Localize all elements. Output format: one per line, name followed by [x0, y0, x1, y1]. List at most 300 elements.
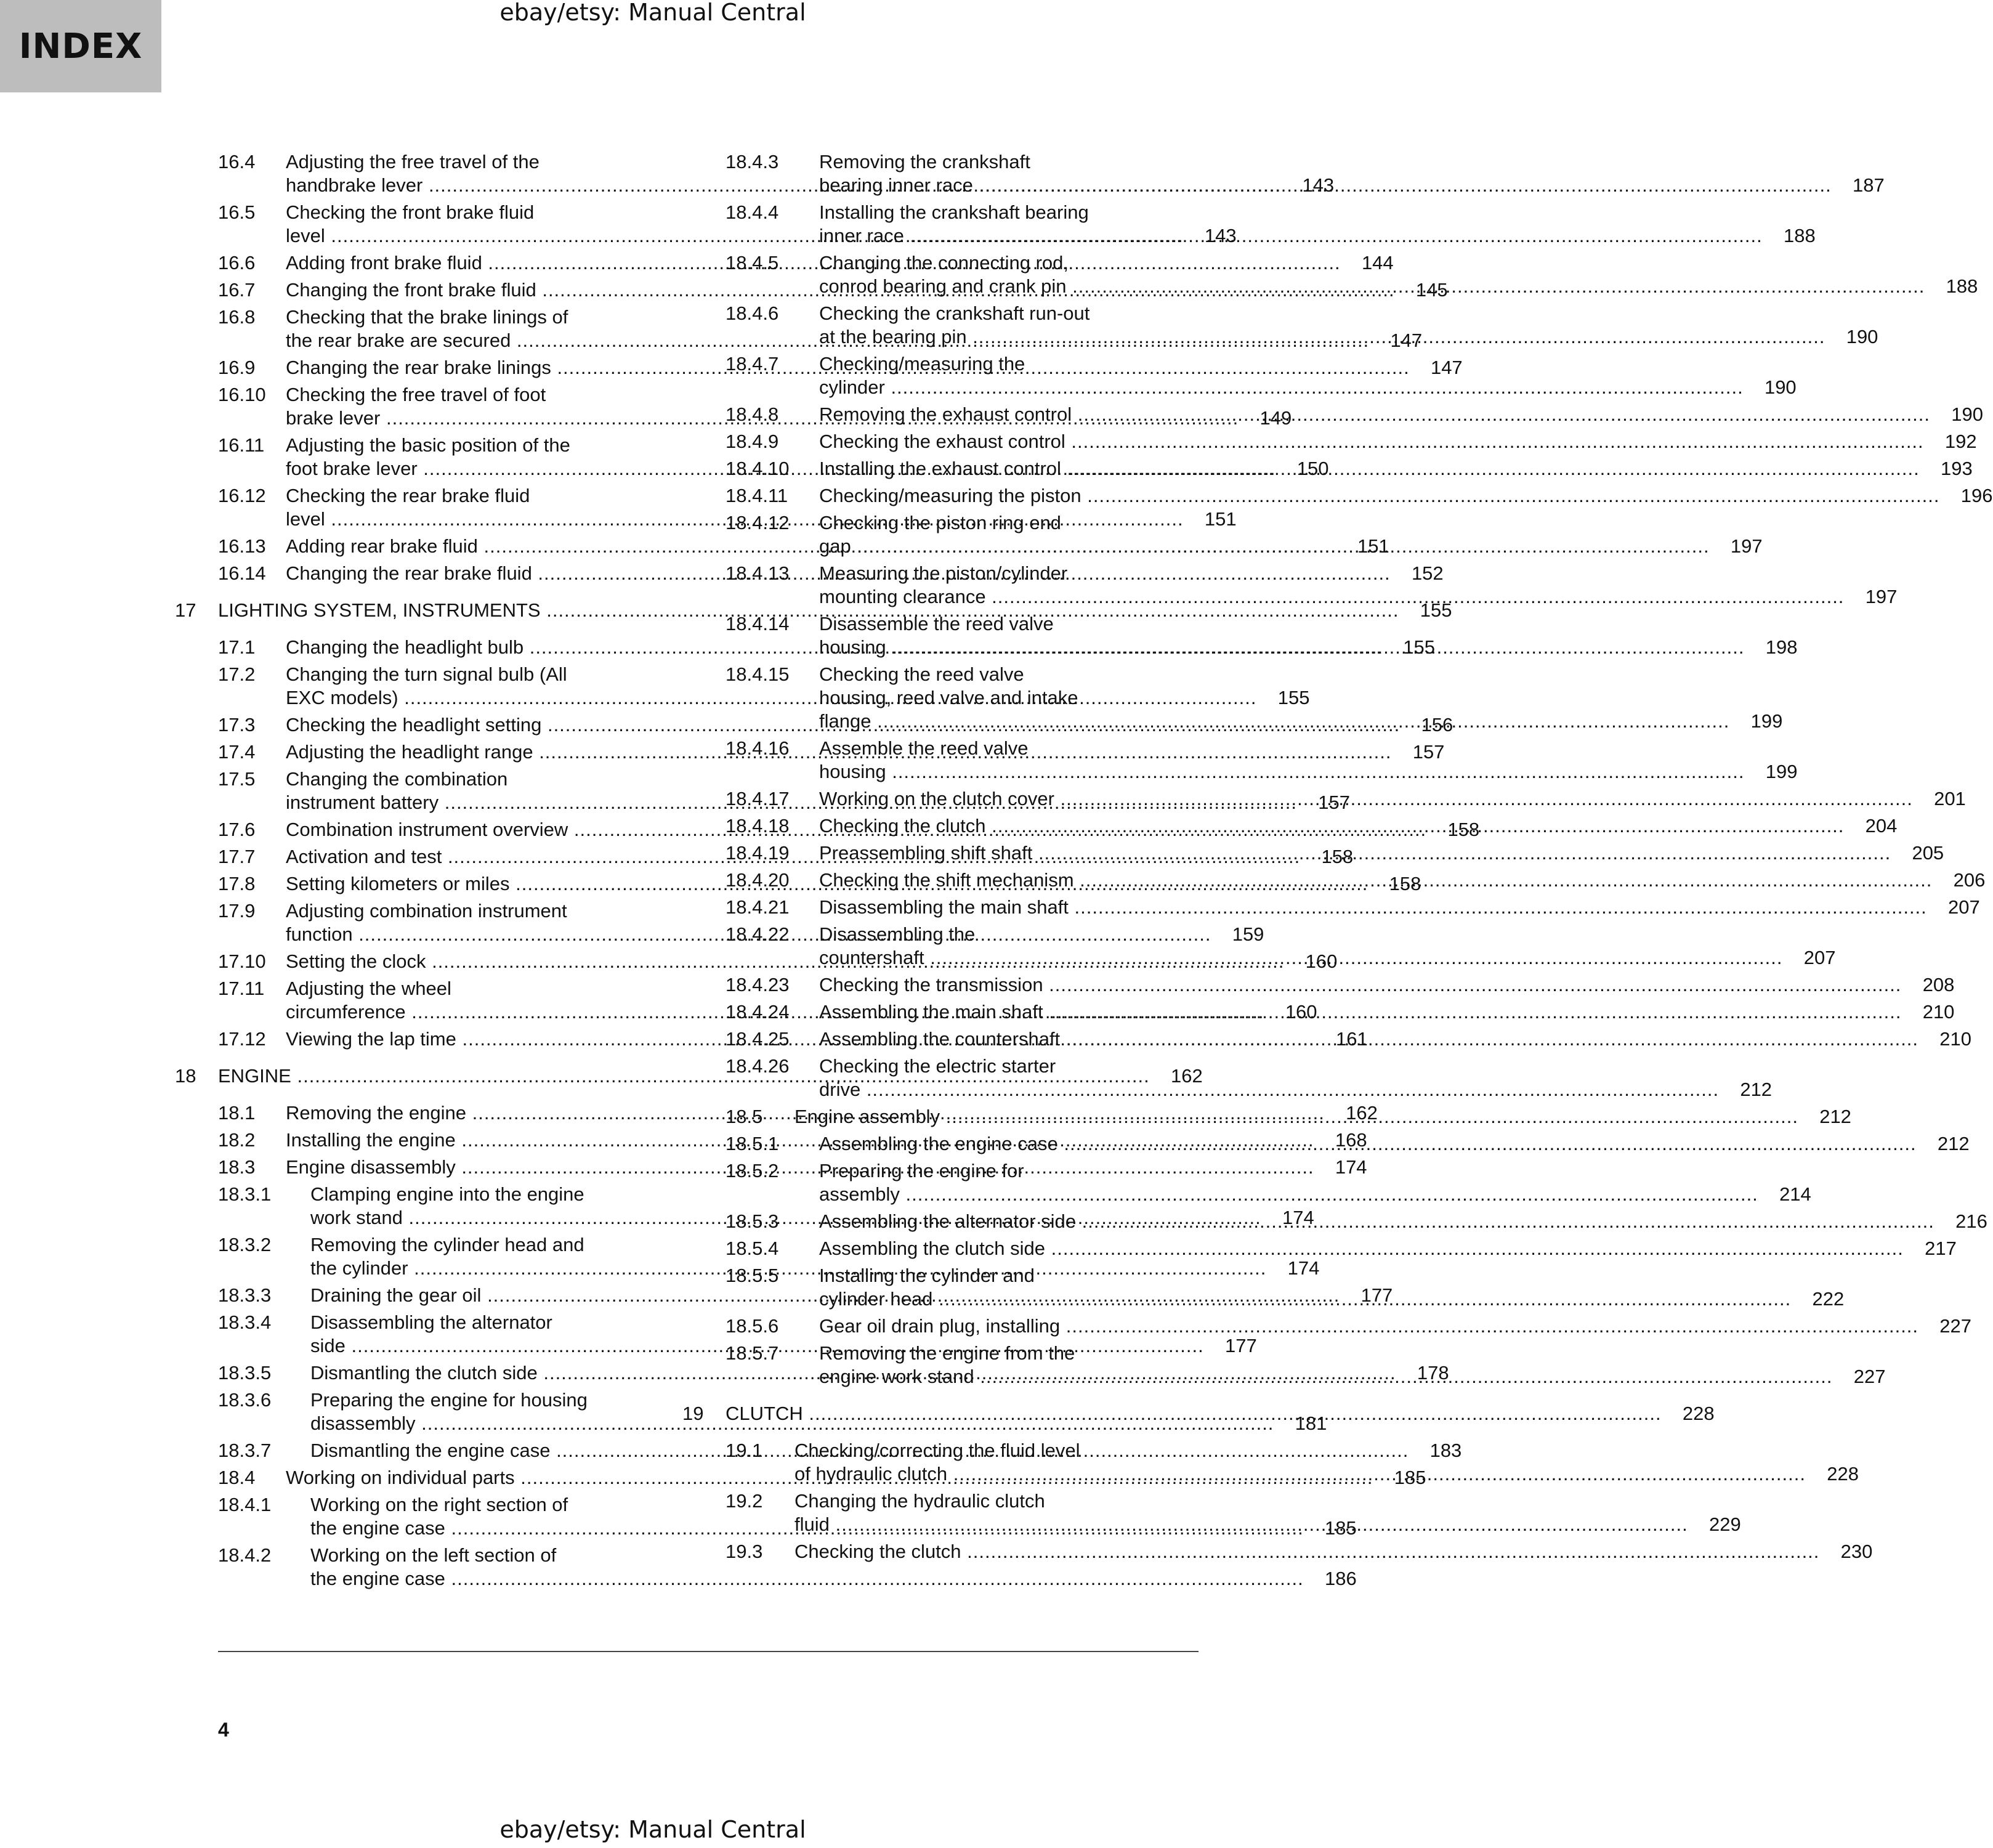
bottom-watermark: ebay/etsy: Manual Central: [499, 1816, 806, 1843]
toc-section-number: 18: [175, 1065, 196, 1087]
toc-page-number: 212: [1725, 1078, 1772, 1101]
toc-section-number: 18.3.4: [218, 1311, 272, 1333]
toc-section-number: 17.8: [218, 873, 256, 894]
toc-section-title: [819, 923, 1835, 970]
toc-section-number: 18.4.23: [726, 974, 790, 995]
toc-title-line: level .....: [286, 508, 1184, 531]
toc-page-number: 197: [1850, 585, 1897, 609]
toc-section-title: [819, 484, 1993, 508]
toc-title-line: Assembling the countershaft .....: [819, 1027, 1918, 1051]
toc-page-number: 196: [1946, 484, 1993, 508]
toc-title-line: the rear brake are secured .....: [286, 329, 1369, 352]
toc-title-line: housing, reed valve and intake: [819, 687, 1078, 708]
toc-section-number: 18.5.2: [726, 1160, 779, 1181]
toc-title-line: Assembling the engine case .....: [819, 1132, 1917, 1156]
toc-section-number: 17.9: [218, 900, 256, 922]
toc-page-number: 190: [1750, 376, 1797, 399]
toc-title-line: Assembling the clutch side .....: [819, 1237, 1904, 1260]
toc-title-line: Working on individual parts .....: [286, 1466, 1373, 1489]
toc-title-line: circumference .....: [286, 1000, 1264, 1024]
toc-page-number: 143: [1190, 224, 1237, 248]
toc-page-number: 160: [1290, 950, 1337, 973]
toc-page-number: 156: [1406, 713, 1453, 737]
toc-page-number: 151: [1190, 508, 1237, 531]
toc-page-number: 174: [1320, 1156, 1367, 1179]
toc-page-number: 186: [1310, 1567, 1357, 1591]
toc-section-title: [819, 1210, 1987, 1233]
toc-section-number: 17.12: [218, 1028, 266, 1050]
toc-page-number: 147: [1416, 356, 1463, 379]
toc-title-line: drive .....: [819, 1078, 1719, 1101]
toc-section-number: 16.7: [218, 279, 256, 301]
toc-title-line: level .....: [286, 224, 1184, 248]
toc-entry[interactable]: [726, 896, 1980, 919]
toc-section-number: 18.3.7: [218, 1440, 272, 1461]
toc-page-number: 190: [1831, 325, 1878, 349]
toc-title-line: of hydraulic clutch .....: [794, 1462, 1806, 1486]
toc-page-number: 183: [1415, 1439, 1461, 1462]
toc-title-line: Checking the rear brake fluid: [286, 485, 530, 506]
toc-page-number: 193: [1926, 457, 1973, 480]
toc-title-line: Adding rear brake fluid .....: [286, 535, 1336, 558]
toc-section-number: 17.3: [218, 714, 256, 736]
toc-section-number: 18.4.22: [726, 923, 790, 945]
toc-section-number: 16.12: [218, 485, 266, 506]
toc-section-number: 18.5.5: [726, 1265, 779, 1286]
toc-title-line: Preassembling shift shaft .....: [819, 841, 1891, 865]
toc-page-number: 207: [1789, 946, 1835, 970]
toc-section-number: 18.4.16: [726, 737, 790, 759]
toc-title-line: Dismantling the engine case .....: [310, 1439, 1409, 1462]
toc-title-line: EXC models) .....: [286, 686, 1256, 710]
toc-title-line: the engine case .....: [310, 1517, 1304, 1540]
toc-page-number: 217: [1910, 1237, 1957, 1260]
toc-section-number: 17.10: [218, 950, 266, 972]
toc-page-number: 158: [1306, 845, 1353, 869]
toc-page-number: 150: [1282, 457, 1329, 480]
toc-title-line: Installing the crankshaft bearing: [819, 201, 1089, 223]
toc-page-number: 197: [1716, 535, 1763, 558]
toc-title-line: Disassembling the alternator: [310, 1311, 552, 1333]
toc-section-number: 18.4: [218, 1467, 256, 1488]
toc-section-title: [819, 511, 1763, 558]
toc-section-title: [819, 896, 1980, 919]
toc-title-line: conrod bearing and crank pin .....: [819, 275, 1925, 298]
toc-title-line: Checking the headlight setting .....: [286, 713, 1400, 737]
toc-page-number: 144: [1347, 251, 1394, 275]
toc-title-line: the engine case .....: [310, 1567, 1304, 1591]
toc-section-title: [794, 1439, 1859, 1486]
toc-page-number: 201: [1919, 787, 1966, 811]
toc-section-title: [819, 201, 1816, 248]
toc-title-line: Checking the clutch .....: [794, 1540, 1819, 1563]
toc-section-title: [819, 352, 1797, 399]
toc-title-line: Removing the engine from the: [819, 1342, 1075, 1364]
toc-section-title: [819, 869, 1985, 892]
toc-title-line: housing .....: [819, 760, 1744, 784]
toc-page-number: 155: [1263, 686, 1309, 710]
toc-section-title: [819, 737, 1797, 784]
toc-section-title: [819, 663, 1782, 733]
toc-title-line: Checking the transmission .....: [819, 973, 1901, 997]
toc-title-line: Changing the rear brake fluid .....: [286, 562, 1391, 585]
toc-section-number: 18.5.6: [726, 1315, 779, 1337]
toc-title-line: cylinder head .....: [819, 1287, 1791, 1311]
toc-section-title: [819, 814, 1897, 838]
toc-title-line: handbrake lever .....: [286, 174, 1281, 197]
toc-section-number: 16.11: [218, 434, 265, 456]
toc-section-number: 18.4.17: [726, 788, 790, 809]
toc-section-title: [819, 1027, 1971, 1051]
toc-section-number: 18.1: [218, 1102, 256, 1124]
toc-entry[interactable]: [726, 1055, 1773, 1101]
toc-section-number: 17.6: [218, 819, 256, 840]
toc-title-line: Adjusting the free travel of the: [286, 151, 540, 172]
toc-title-line: Checking/correcting the fluid level: [794, 1440, 1080, 1461]
toc-title-line: disassembly .....: [310, 1412, 1274, 1435]
toc-title-line: Checking the free travel of foot: [286, 384, 546, 405]
toc-title-line: Assembling the main shaft .....: [819, 1000, 1901, 1024]
toc-section-title: [819, 612, 1797, 659]
toc-section-title: [794, 1105, 1851, 1129]
toc-page-number: 161: [1321, 1027, 1368, 1051]
toc-page-number: 178: [1402, 1361, 1449, 1385]
toc-section-number: 18.4.2: [218, 1544, 272, 1566]
toc-title-line: work stand .....: [310, 1206, 1261, 1230]
toc-title-line: Assemble the reed valve: [819, 737, 1029, 759]
toc-title-line: fluid .....: [794, 1513, 1688, 1536]
toc-page-number: 192: [1930, 430, 1977, 453]
toc-page-number: 227: [1925, 1315, 1971, 1338]
toc-section-number: 18.3.2: [218, 1234, 272, 1255]
toc-title-line: Checking the piston ring end: [819, 512, 1061, 533]
toc-title-line: Removing the crankshaft: [819, 151, 1030, 172]
toc-section-number: 18.4.3: [726, 151, 779, 172]
toc-entry[interactable]: [726, 973, 1955, 997]
toc-page-number: 162: [1331, 1101, 1378, 1125]
toc-title-line: Adjusting combination instrument: [286, 900, 567, 922]
toc-page-number: 157: [1303, 791, 1350, 814]
toc-title-line: instrument battery .....: [286, 791, 1297, 814]
toc-title-line: Adjusting the wheel: [286, 978, 451, 999]
toc-section-number: 16.10: [218, 384, 266, 405]
toc-page-number: 199: [1750, 760, 1797, 784]
toc-title-line: Installing the cylinder and: [819, 1265, 1035, 1286]
toc-section-title: [819, 403, 1983, 426]
toc-title-line: flange .....: [819, 710, 1729, 733]
toc-section-number: 18.5.7: [726, 1342, 779, 1364]
toc-title-line: Removing the cylinder head and: [310, 1234, 584, 1255]
toc-title-line: Installing the exhaust control .....: [819, 457, 1920, 480]
toc-page-number: 188: [1769, 224, 1816, 248]
toc-title-line: housing .....: [819, 636, 1744, 659]
toc-page-number: 208: [1907, 973, 1954, 997]
toc-section-title: [819, 1132, 1970, 1156]
toc-title-line: at the bearing pin .....: [819, 325, 1825, 349]
toc-title-line: Checking/measuring the: [819, 353, 1025, 375]
toc-title-line: cylinder .....: [819, 376, 1744, 399]
toc-section-number: 19.3: [726, 1541, 763, 1562]
toc-page-number: 187: [1838, 174, 1885, 197]
toc-page-number: 227: [1838, 1365, 1885, 1388]
toc-title-line: Engine disassembly .....: [286, 1156, 1314, 1179]
toc-chapter-entry[interactable]: [175, 599, 1452, 622]
toc-section-number: 16.5: [218, 201, 256, 223]
toc-title-line: Checking that the brake linings of: [286, 306, 568, 328]
toc-title-line: Changing the combination: [286, 768, 508, 790]
toc-page-number: 228: [1668, 1402, 1715, 1425]
toc-page-number: 190: [1936, 403, 1983, 426]
toc-title-line: Adding front brake fluid .....: [286, 251, 1341, 275]
toc-section-title: [819, 1055, 1772, 1101]
toc-page-number: 198: [1750, 636, 1797, 659]
toc-section-title: [819, 251, 1978, 298]
toc-section-number: 18.3.3: [218, 1284, 272, 1306]
toc-section-number: 16.4: [218, 151, 256, 172]
toc-section-number: 17.7: [218, 846, 256, 867]
toc-title-line: Checking the electric starter: [819, 1055, 1056, 1077]
toc-page-number: 174: [1272, 1257, 1319, 1280]
toc-section-number: 17.11: [218, 978, 265, 999]
toc-page-number: 158: [1374, 872, 1421, 896]
toc-section-number: 18.3.1: [218, 1183, 272, 1205]
toc-section-title: [819, 430, 1977, 453]
toc-page-number: 228: [1812, 1462, 1859, 1486]
toc-section-number: 19: [682, 1403, 704, 1424]
toc-page-number: 151: [1343, 535, 1389, 558]
toc-page-number: 181: [1280, 1412, 1327, 1435]
toc-page-number: 210: [1925, 1027, 1971, 1051]
toc-section-number: 18.4.10: [726, 458, 790, 479]
toc-page-number: 199: [1736, 710, 1782, 733]
index-tab-label: INDEX: [18, 26, 143, 67]
toc-title-line: Changing the rear brake linings .....: [286, 356, 1410, 379]
toc-title-line: Adjusting the headlight range .....: [286, 740, 1391, 764]
toc-page-number: 155: [1388, 636, 1435, 659]
toc-section-title: [819, 1237, 1957, 1260]
toc-page-number: 205: [1897, 841, 1944, 865]
toc-section-title: [819, 841, 1944, 865]
toc-title-line: Checking the exhaust control .....: [819, 430, 1924, 453]
toc-section-title: [819, 1159, 1811, 1206]
toc-title-line: Changing the hydraulic clutch: [794, 1490, 1045, 1512]
toc-page-number: 177: [1210, 1334, 1257, 1358]
toc-page-number: 212: [1805, 1105, 1851, 1129]
toc-title-line: Checking the front brake fluid: [286, 201, 535, 223]
toc-section-number: 18.5.3: [726, 1210, 779, 1232]
toc-entry[interactable]: [726, 484, 1993, 508]
toc-page-number: 158: [1433, 818, 1479, 841]
toc-page-number: 230: [1825, 1540, 1872, 1563]
toc-title-line: Checking the clutch .....: [819, 814, 1844, 838]
toc-title-line: Removing the exhaust control .....: [819, 403, 1930, 426]
toc-page-number: 152: [1397, 562, 1444, 585]
toc-title-line: foot brake lever .....: [286, 457, 1276, 480]
toc-page-number: 204: [1850, 814, 1897, 838]
toc-page-number: 155: [1405, 599, 1452, 622]
toc-title-line: Disassemble the reed valve: [819, 613, 1054, 634]
toc-section-number: 18.4.8: [726, 403, 779, 425]
toc-page-number: 160: [1271, 1000, 1317, 1024]
toc-page-number: 143: [1287, 174, 1334, 197]
toc-page-number: 185: [1379, 1466, 1426, 1489]
toc-title-line: gap .....: [819, 535, 1710, 558]
toc-section-number: 19.1: [726, 1440, 763, 1461]
toc-section-title: [819, 457, 1973, 480]
toc-section-number: 16.6: [218, 252, 256, 274]
toc-page-number: 168: [1320, 1129, 1367, 1152]
toc-section-number: 17.5: [218, 768, 256, 790]
toc-section-number: 18.5: [726, 1106, 763, 1127]
top-watermark: ebay/etsy: Manual Central: [499, 0, 806, 26]
toc-page-number: 214: [1765, 1183, 1811, 1206]
toc-section-number: 19.2: [726, 1490, 763, 1512]
toc-title-line: engine work stand .....: [819, 1365, 1832, 1388]
toc-section-number: 18.4.25: [726, 1028, 790, 1050]
toc-page-number: 147: [1375, 329, 1422, 352]
toc-title-line: function .....: [286, 923, 1211, 946]
toc-section-number: 18.3: [218, 1156, 256, 1178]
toc-section-number: 18.4.24: [726, 1001, 790, 1023]
toc-title-line: countershaft .....: [819, 946, 1782, 970]
toc-title-line: assembly .....: [819, 1183, 1758, 1206]
toc-title-line: Setting kilometers or miles .....: [286, 872, 1368, 896]
toc-section-number: 18.4.26: [726, 1055, 790, 1077]
toc-title-line: Working on the clutch cover .....: [819, 787, 1913, 811]
toc-title-line: Setting the clock .....: [286, 950, 1284, 973]
toc-title-line: Draining the gear oil .....: [310, 1284, 1340, 1307]
toc-section-number: 18.4.12: [726, 512, 790, 533]
toc-section-title: [819, 302, 1878, 349]
toc-section-title: [819, 1000, 1954, 1024]
toc-title-line: side .....: [310, 1334, 1204, 1358]
toc-title-line: Viewing the lap time .....: [286, 1027, 1315, 1051]
toc-section-number: 18.4.11: [726, 485, 788, 506]
toc-title-line: Dismantling the clutch side .....: [310, 1361, 1396, 1385]
toc-page-number: 188: [1931, 275, 1978, 298]
toc-section-number: 18.4.1: [218, 1494, 272, 1515]
toc-title-line: Checking the crankshaft run-out: [819, 302, 1090, 324]
toc-entry[interactable]: [726, 1237, 1957, 1260]
toc-entry[interactable]: [726, 1540, 1873, 1563]
toc-title-line: Checking the shift mechanism .....: [819, 869, 1932, 892]
toc-section-number: 18.5.1: [726, 1133, 779, 1154]
toc-page-number: 229: [1694, 1513, 1741, 1536]
toc-section-number: 18.4.9: [726, 431, 779, 452]
toc-title-line: ENGINE .....: [218, 1064, 1150, 1088]
toc-title-line: Checking the reed valve: [819, 663, 1024, 685]
toc-section-title: [819, 150, 1885, 197]
toc-title-line: Adjusting the basic position of the: [286, 434, 570, 456]
toc-title-line: Disassembling the main shaft .....: [819, 896, 1927, 919]
toc-title-line: Preparing the engine for: [819, 1160, 1024, 1181]
toc-section-title: [794, 1540, 1872, 1563]
toc-section-title: [819, 787, 1966, 811]
toc-entry[interactable]: [726, 430, 1977, 453]
toc-title-line: mounting clearance .....: [819, 585, 1844, 609]
toc-page-number: 206: [1938, 869, 1985, 892]
toc-page-number: 207: [1933, 896, 1980, 919]
page-number: 4: [218, 1719, 229, 1741]
toc-page-number: 185: [1310, 1517, 1357, 1540]
toc-section-title: [819, 1264, 1844, 1311]
footer-divider: [218, 1651, 1199, 1652]
toc-page-number: 212: [1923, 1132, 1970, 1156]
toc-section-number: 18.3.5: [218, 1362, 272, 1384]
toc-title-line: Clamping engine into the engine: [310, 1183, 584, 1205]
toc-title-line: inner race .....: [819, 224, 1763, 248]
toc-title-line: Changing the front brake fluid .....: [286, 278, 1395, 302]
toc-page-number: 177: [1346, 1284, 1393, 1307]
toc-title-line: Gear oil drain plug, installing .....: [819, 1315, 1918, 1338]
toc-title-line: brake lever .....: [286, 407, 1239, 430]
toc-page-number: 149: [1245, 407, 1292, 430]
toc-title-line: Working on the left section of: [310, 1544, 557, 1566]
toc-section-number: 18.4.7: [726, 353, 779, 375]
toc-section-number: 18.4.4: [726, 201, 779, 223]
toc-section-title: [819, 1315, 1971, 1338]
toc-section-number: 18.4.19: [726, 842, 790, 864]
toc-title-line: CLUTCH .....: [726, 1402, 1662, 1425]
toc-section-number: 16.9: [218, 357, 256, 378]
toc-page-number: 222: [1797, 1287, 1844, 1311]
toc-section-number: 18.4.15: [726, 663, 790, 685]
toc-title-line: Preparing the engine for housing: [310, 1389, 588, 1411]
toc-title-line: Measuring the piston/cylinder: [819, 562, 1068, 584]
toc-page-number: 210: [1907, 1000, 1954, 1024]
toc-section-number: 17: [175, 599, 196, 621]
toc-title-line: Removing the engine .....: [286, 1101, 1325, 1125]
toc-page-number: 174: [1267, 1206, 1314, 1230]
toc-page-number: 159: [1217, 923, 1264, 946]
toc-entry[interactable]: [726, 1315, 1972, 1338]
toc-title-line: bearing inner race .....: [819, 174, 1832, 197]
toc-section-number: 18.4.6: [726, 302, 779, 324]
toc-title-line: Changing the turn signal bulb (All: [286, 663, 567, 685]
toc-section-number: 16.13: [218, 535, 266, 557]
toc-section-number: 18.2: [218, 1129, 256, 1151]
toc-section-number: 18.4.5: [726, 252, 779, 274]
toc-page-number: 157: [1397, 740, 1444, 764]
toc-title-line: Working on the right section of: [310, 1494, 568, 1515]
toc-section-title: [819, 973, 1954, 997]
toc-page-number: 162: [1156, 1064, 1203, 1088]
toc-section-number: 18.4.18: [726, 815, 790, 837]
toc-section-title: [794, 1489, 1741, 1536]
toc-page-number: 145: [1401, 278, 1448, 302]
toc-title-line: Engine assembly .....: [794, 1105, 1798, 1129]
toc-title-line: Disassembling the: [819, 923, 976, 945]
toc-section-number: 17.4: [218, 741, 256, 763]
toc-section-title: [819, 562, 1897, 609]
toc-section-number: 18.3.6: [218, 1389, 272, 1411]
toc-section-number: 17.1: [218, 636, 256, 658]
toc-section-number: 16.8: [218, 306, 256, 328]
toc-section-title: [819, 1342, 1885, 1388]
toc-section-number: 18.5.4: [726, 1238, 779, 1259]
toc-page-number: 216: [1941, 1210, 1987, 1233]
toc-title-line: Installing the engine .....: [286, 1129, 1314, 1152]
toc-section-title: [726, 1402, 1715, 1425]
toc-title-line: Activation and test .....: [286, 845, 1300, 869]
toc-title-line: Changing the connecting rod,: [819, 252, 1069, 274]
toc-section-number: 17.2: [218, 663, 256, 685]
toc-title-line: LIGHTING SYSTEM, INSTRUMENTS .....: [218, 599, 1399, 622]
toc-section-number: 18.4.21: [726, 896, 790, 918]
toc-title-line: Combination instrument overview .....: [286, 818, 1426, 841]
toc-title-line: Assembling the alternator side .....: [819, 1210, 1934, 1233]
toc-section-number: 18.4.20: [726, 869, 790, 891]
